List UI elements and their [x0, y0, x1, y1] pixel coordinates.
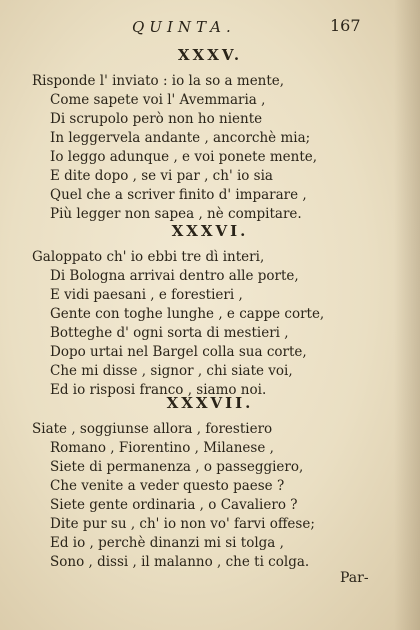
verse-line: Siete gente ordinaria , o Cavaliero ? — [50, 497, 298, 513]
verse-line: Che venite a veder questo paese ? — [50, 478, 285, 494]
stanza — [0, 420, 420, 572]
catchword: Par- — [340, 570, 369, 586]
stanza — [0, 248, 420, 400]
verse-line: Sono , dissi , il malanno , che ti colga. — [50, 554, 310, 570]
verse-line: Risponde l' inviato : io la so a mente, — [32, 73, 285, 89]
verse-line: Quel che a scriver finito d' imparare , — [50, 187, 307, 203]
stanza-heading: XXXVII. — [166, 394, 254, 412]
verse-line: Di scrupolo però non ho niente — [50, 111, 263, 127]
verse-line: Ed io risposi franco , siamo noi. — [50, 382, 267, 398]
verse-line: Siate , soggiunse allora , forestiero — [32, 421, 273, 437]
verse-line: E vidi paesani , e forestieri , — [50, 287, 243, 303]
verse-line: Come sapete voi l' Avemmaria , — [50, 92, 266, 108]
verse-line: Ed io , perchè dinanzi mi si tolga , — [50, 535, 284, 551]
verse-line: Galoppato ch' io ebbi tre dì interi, — [32, 249, 265, 265]
verse-line: Dite pur su , ch' io non vo' farvi offese; — [50, 516, 315, 532]
verse-line: Siete di permanenza , o passeggiero, — [50, 459, 304, 475]
verse-line: Più legger non sapea , nè compitare. — [50, 206, 302, 222]
verse-line: Che mi disse , signor , chi siate voi, — [50, 363, 293, 379]
running-head: QUINTA. — [132, 18, 236, 36]
verse-line: Io leggo adunque , e voi ponete mente, — [50, 149, 318, 165]
verse-line: In leggervela andante , ancorchè mia; — [50, 130, 311, 146]
verse-line: Gente con toghe lunghe , e cappe corte, — [50, 306, 325, 322]
verse-line: Di Bologna arrivai dentro alle porte, — [50, 268, 299, 284]
page-number: 167 — [330, 16, 361, 35]
stanza — [0, 72, 420, 224]
stanza-heading: XXXV. — [177, 46, 243, 64]
verse-line: E dite dopo , se vi par , ch' io sia — [50, 168, 273, 184]
verse-line: Botteghe d' ogni sorta di mestieri , — [50, 325, 289, 341]
verse-line: Dopo urtai nel Bargel colla sua corte, — [50, 344, 307, 360]
verse-line: Romano , Fiorentino , Milanese , — [50, 440, 274, 456]
stanza-heading: XXXVI. — [171, 222, 249, 240]
page-header — [0, 18, 420, 40]
